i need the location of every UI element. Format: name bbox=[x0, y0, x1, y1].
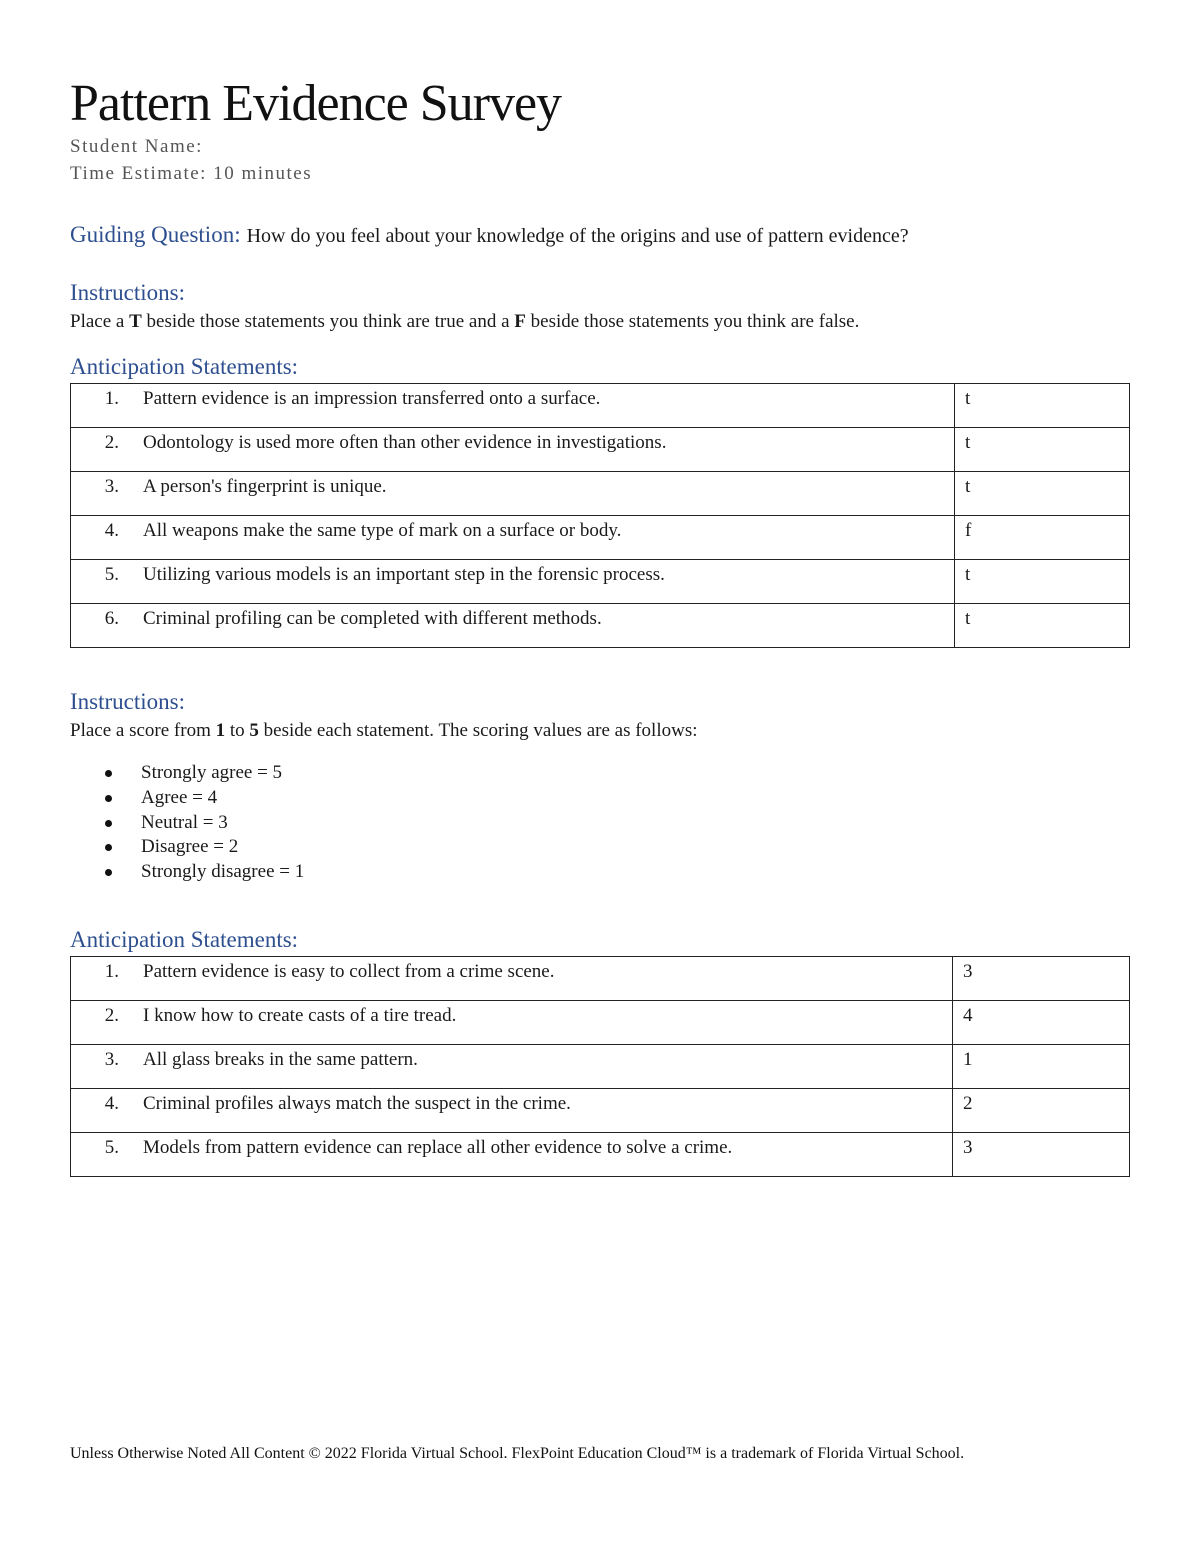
statement-number: 3. bbox=[104, 476, 119, 497]
statement-cell bbox=[71, 428, 955, 472]
answer-cell[interactable]: 3 bbox=[953, 1133, 1130, 1177]
statement-text: All weapons make the same type of mark on a surface or body. bbox=[143, 520, 622, 541]
scale-item-text: Strongly agree = 5 bbox=[141, 762, 283, 783]
answer-cell[interactable]: t bbox=[955, 384, 1130, 428]
instructions-1-true-letter: T bbox=[129, 311, 142, 332]
instructions-1-pre: Place a bbox=[70, 311, 130, 332]
instructions-1-mid: beside those statements you think are true and a bbox=[141, 311, 515, 332]
scale-item-text: Agree = 4 bbox=[141, 786, 218, 808]
table-row bbox=[71, 957, 1130, 1001]
statement-number: 2. bbox=[104, 1005, 119, 1026]
statement-cell bbox=[71, 1045, 953, 1089]
bullet-icon bbox=[105, 820, 112, 827]
student-name-label: Student Name: bbox=[70, 136, 203, 157]
answer-cell[interactable]: t bbox=[955, 428, 1130, 472]
guiding-question-label: Guiding Question: bbox=[70, 222, 241, 247]
table-row bbox=[71, 1089, 1130, 1133]
instructions-text-2 bbox=[70, 720, 698, 742]
statement-number: 1. bbox=[104, 388, 119, 409]
score-max: 5 bbox=[249, 720, 259, 741]
scale-item-text: Strongly disagree = 1 bbox=[141, 861, 305, 883]
answer-cell[interactable]: f bbox=[955, 516, 1130, 560]
page-title: Pattern Evidence Survey bbox=[70, 75, 562, 132]
list-item bbox=[70, 762, 304, 787]
list-item bbox=[70, 812, 304, 837]
copyright-footer: Unless Otherwise Noted All Content © 2022 Florida Virtual School. FlexPoint Education Cloud™ is a trademark of Florida Virtual School. bbox=[70, 1445, 965, 1462]
statement-text: I know how to create casts of a tire tread. bbox=[143, 1005, 457, 1026]
instructions-2-to: to bbox=[225, 720, 250, 741]
table-row bbox=[71, 384, 1130, 428]
answer-cell[interactable]: 3 bbox=[953, 957, 1130, 1001]
statement-text: All glass breaks in the same pattern. bbox=[143, 1049, 418, 1070]
statement-cell bbox=[71, 472, 955, 516]
statement-text: Models from pattern evidence can replace all other evidence to solve a crime. bbox=[143, 1137, 733, 1158]
statement-cell bbox=[71, 516, 955, 560]
statement-text: Pattern evidence is an impression transferred onto a surface. bbox=[143, 388, 601, 409]
statement-text: Criminal profiling can be completed with different methods. bbox=[143, 608, 602, 629]
scale-item-text: Neutral = 3 bbox=[141, 811, 228, 833]
bullet-icon bbox=[105, 770, 112, 777]
statement-text: Pattern evidence is easy to collect from a crime scene. bbox=[143, 961, 555, 982]
bullet-icon bbox=[105, 795, 112, 802]
table-row bbox=[71, 560, 1130, 604]
statement-number: 5. bbox=[104, 1137, 119, 1158]
statement-text: Odontology is used more often than other evidence in investigations. bbox=[143, 432, 667, 453]
instructions-heading-1: Instructions: bbox=[70, 280, 185, 305]
table-row bbox=[71, 604, 1130, 648]
anticipation-heading-2: Anticipation Statements: bbox=[70, 927, 299, 952]
list-item bbox=[70, 836, 304, 861]
statement-text: Utilizing various models is an important step in the forensic process. bbox=[143, 564, 665, 585]
instructions-1-post: beside those statements you think are false. bbox=[525, 311, 860, 332]
statement-cell bbox=[71, 1001, 953, 1045]
score-table bbox=[70, 956, 1130, 1177]
instructions-2-pre: Place a score from bbox=[70, 720, 216, 741]
time-estimate: Time Estimate: 10 minutes bbox=[70, 163, 313, 184]
table-row bbox=[71, 472, 1130, 516]
score-min: 1 bbox=[215, 720, 226, 741]
statement-text: A person's fingerprint is unique. bbox=[143, 476, 387, 497]
statement-number: 5. bbox=[104, 564, 119, 585]
bullet-icon bbox=[105, 844, 112, 851]
scale-item-text: Disagree = 2 bbox=[141, 836, 239, 858]
statement-cell bbox=[71, 957, 953, 1001]
table-row bbox=[71, 516, 1130, 560]
instructions-2-post: beside each statement. The scoring values are as follows: bbox=[258, 720, 698, 741]
statement-number: 4. bbox=[104, 520, 119, 541]
answer-cell[interactable]: 2 bbox=[953, 1089, 1130, 1133]
answer-cell[interactable]: t bbox=[955, 472, 1130, 516]
list-item bbox=[70, 787, 304, 812]
anticipation-heading-1: Anticipation Statements: bbox=[70, 354, 299, 379]
statement-cell bbox=[71, 560, 955, 604]
guiding-question-text: How do you feel about your knowledge of the origins and use of pattern evidence? bbox=[246, 225, 909, 247]
statement-cell bbox=[71, 1133, 953, 1177]
statement-cell bbox=[71, 384, 955, 428]
statement-number: 3. bbox=[104, 1049, 119, 1070]
guiding-question bbox=[70, 222, 909, 248]
answer-cell[interactable]: t bbox=[955, 560, 1130, 604]
statement-number: 4. bbox=[104, 1093, 119, 1114]
answer-cell[interactable]: t bbox=[955, 604, 1130, 648]
list-item bbox=[70, 861, 304, 886]
statement-number: 6. bbox=[104, 608, 119, 629]
instructions-1-false-letter: F bbox=[514, 311, 526, 332]
answer-cell[interactable]: 1 bbox=[953, 1045, 1130, 1089]
statement-cell bbox=[71, 604, 955, 648]
scoring-scale-list bbox=[70, 762, 304, 886]
table-row bbox=[71, 1045, 1130, 1089]
statement-text: Criminal profiles always match the suspect in the crime. bbox=[143, 1093, 571, 1114]
bullet-icon bbox=[105, 869, 112, 876]
answer-cell[interactable]: 4 bbox=[953, 1001, 1130, 1045]
instructions-text-1 bbox=[70, 311, 859, 333]
table-row bbox=[71, 428, 1130, 472]
statement-cell bbox=[71, 1089, 953, 1133]
table-row bbox=[71, 1001, 1130, 1045]
statement-number: 2. bbox=[104, 432, 119, 453]
true-false-table bbox=[70, 383, 1130, 648]
table-row bbox=[71, 1133, 1130, 1177]
instructions-heading-2: Instructions: bbox=[70, 689, 185, 714]
statement-number: 1. bbox=[104, 961, 119, 982]
